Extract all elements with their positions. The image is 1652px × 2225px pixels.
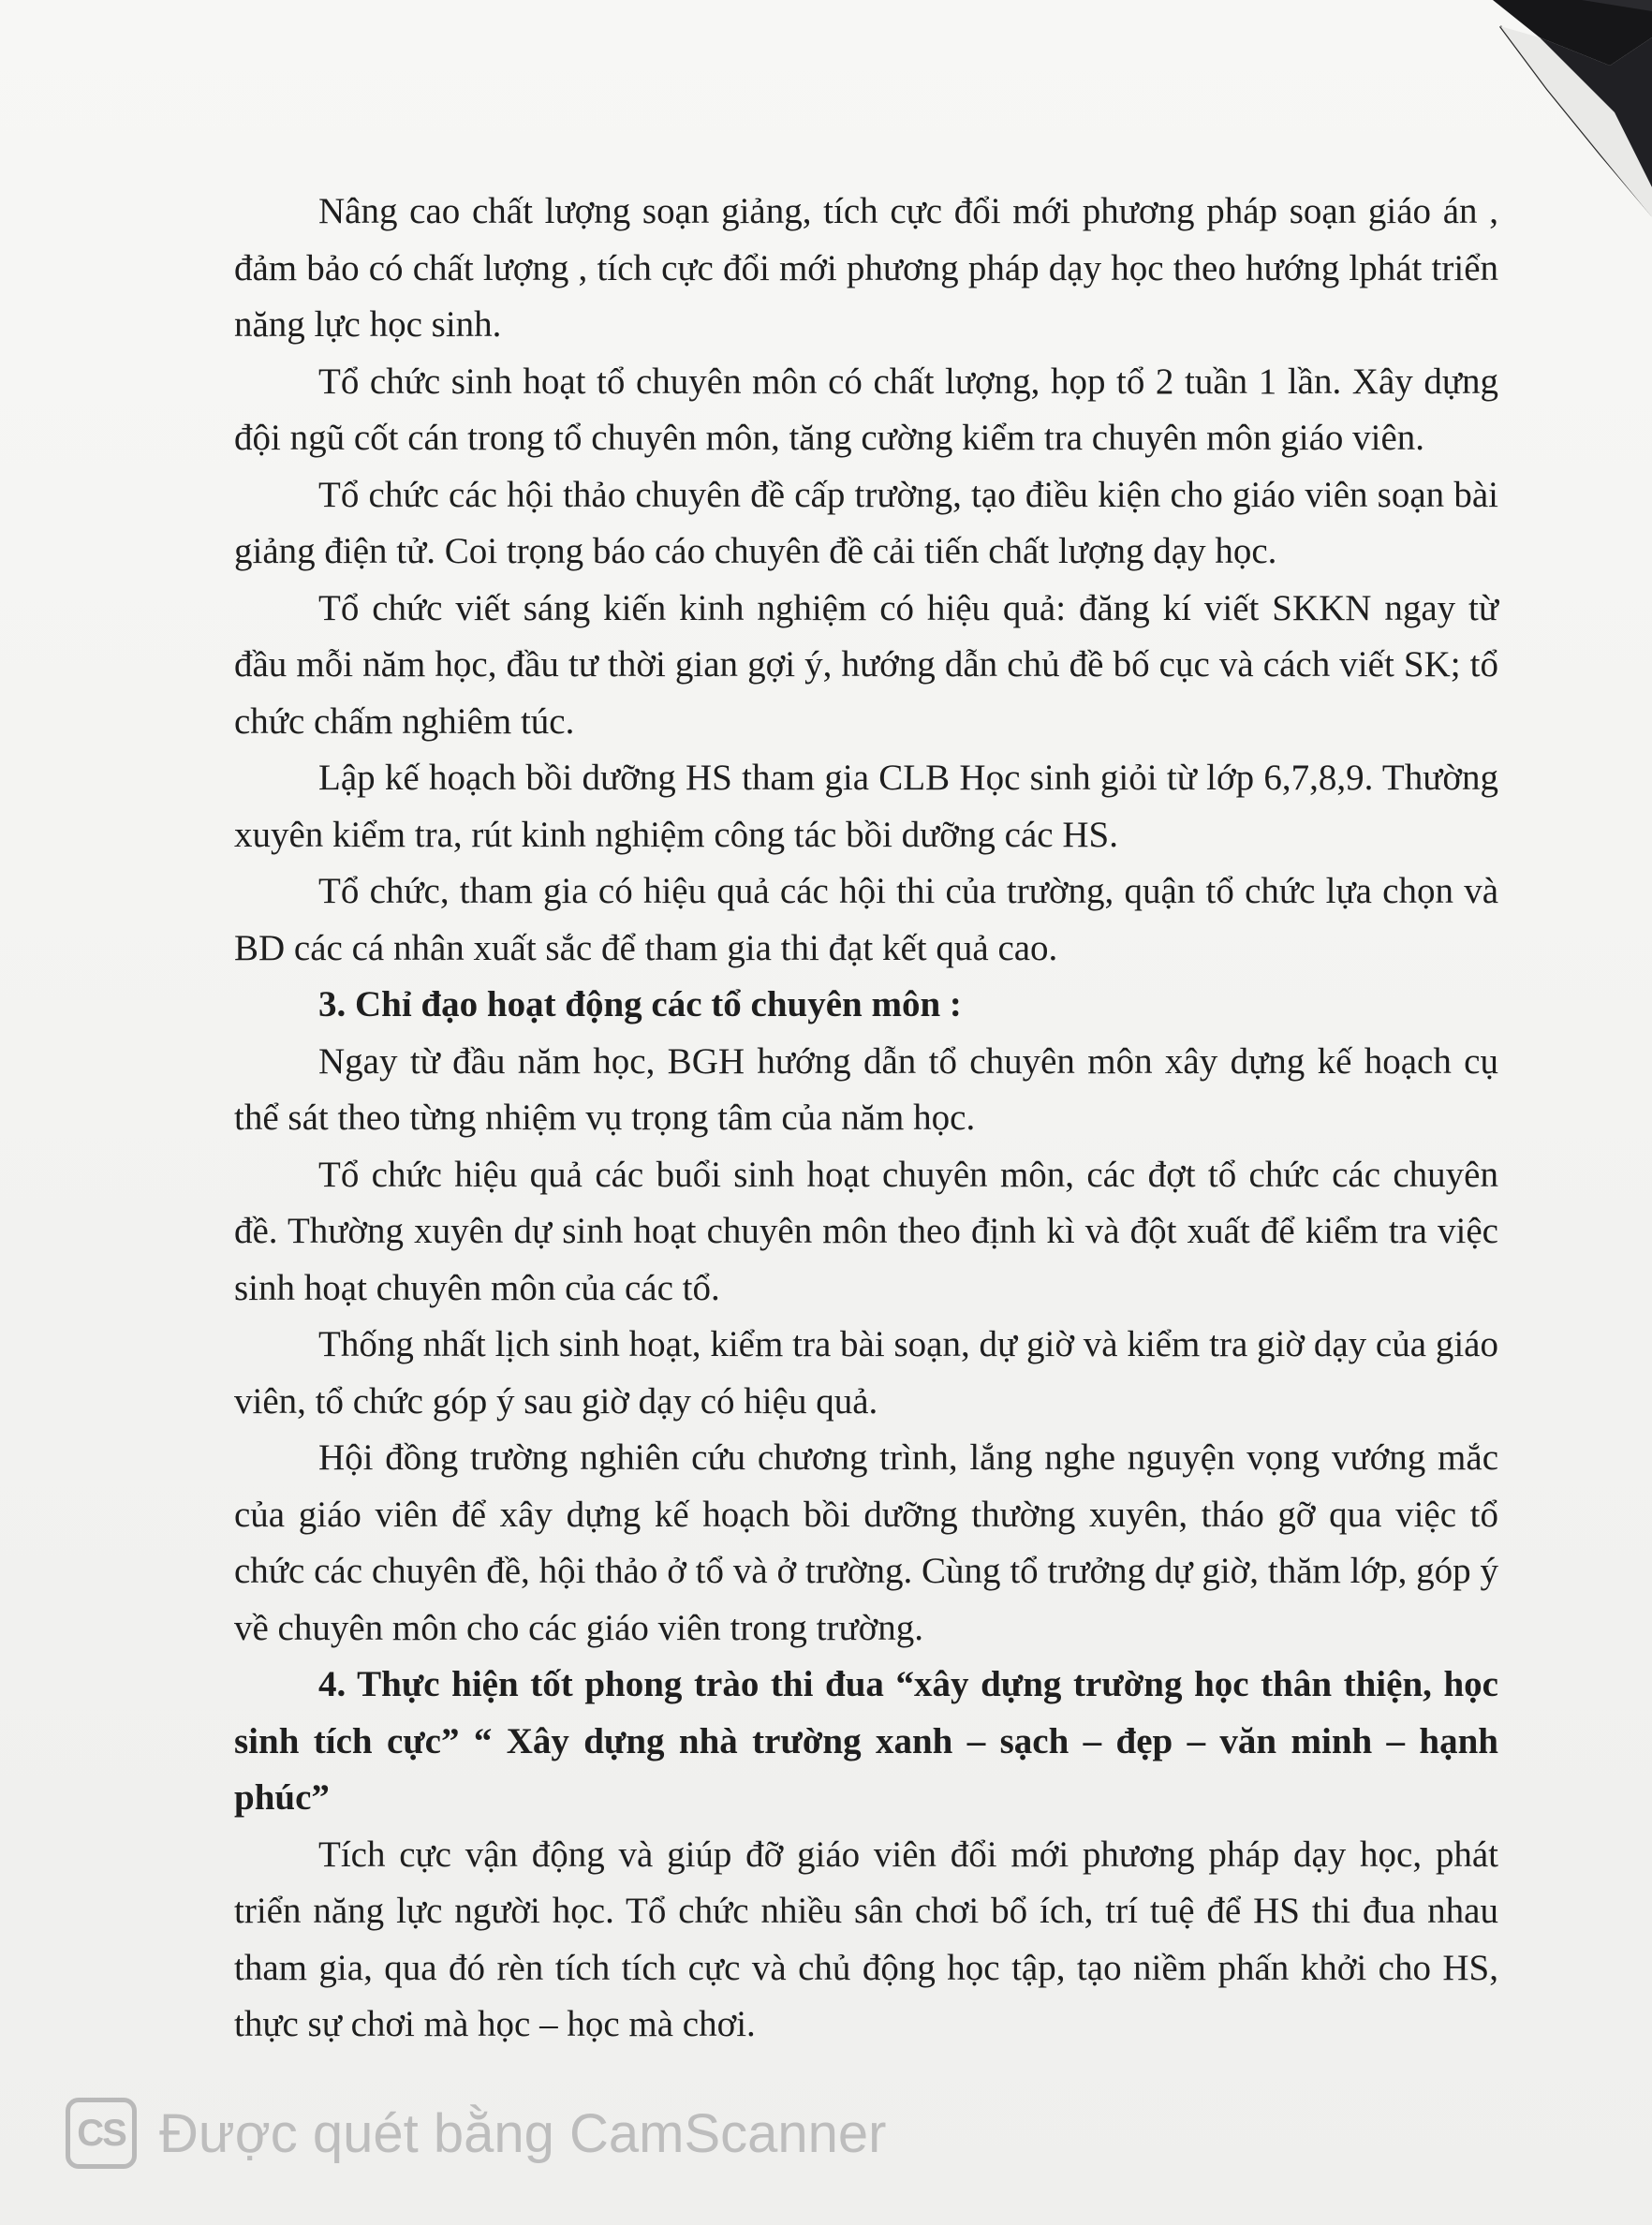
paragraph-skkn: Tổ chức viết sáng kiến kinh nghiệm có hiệu quả: đăng kí viết SKKN ngay từ đầu mỗi năm học, đầu tư thời gian gợi ý, hướng dẫn chủ đề bố cục và cách viết SK; tổ chức chấm nghiêm túc. <box>234 587 1498 742</box>
paragraph-teaching-quality: Nâng cao chất lượng soạn giảng, tích cực đổi mới phương pháp soạn giáo án , đảm bảo có chất lượng , tích cực đổi mới phương pháp dạy học theo hướng lphát triển năng lực học sinh. <box>234 191 1498 345</box>
paragraph-plan-guidance: Ngay từ đầu năm học, BGH hướng dẫn tổ chuyên môn xây dựng kế hoạch cụ thể sát theo từng nhiệm vụ trọng tâm của năm học. <box>234 1040 1498 1138</box>
section-heading-4: 4. Thực hiện tốt phong trào thi đua “xây dựng trường học thân thiện, học sinh tích cực” “ Xây dựng nhà trường xanh – sạch – đẹp – văn minh – hạnh phúc” <box>234 1664 1498 1818</box>
paragraph-student-activities: Tích cực vận động và giúp đỡ giáo viên đổi mới phương pháp dạy học, phát triển năng lực người học. Tổ chức nhiều sân chơi bổ ích, trí tuệ để HS thi đua nhau tham gia, qua đó rèn tích tích cực và chủ động học tập, tạo niềm phấn khởi cho HS, thực sự chơi mà học – học mà chơi. <box>234 1834 1498 2044</box>
paragraph-professional-groups: Tổ chức sinh hoạt tổ chuyên môn có chất lượng, họp tổ 2 tuần 1 lần. Xây dựng đội ngũ cốt cán trong tổ chuyên môn, tăng cường kiểm tra chuyên môn giáo viên. <box>234 361 1498 458</box>
paragraph-schedule: Thống nhất lịch sinh hoạt, kiểm tra bài soạn, dự giờ và kiểm tra giờ dạy của giáo viên, tổ chức góp ý sau giờ dạy có hiệu quả. <box>234 1324 1498 1422</box>
paragraph-competitions: Tổ chức, tham gia có hiệu quả các hội thi của trường, quận tổ chức lựa chọn và BD các cá nhân xuất sắc để tham gia thi đạt kết quả cao. <box>234 871 1498 968</box>
paragraph-workshops: Tổ chức các hội thảo chuyên đề cấp trường, tạo điều kiện cho giáo viên soạn bài giảng điện tử. Coi trọng báo cáo chuyên đề cải tiến chất lượng dạy học. <box>234 474 1498 571</box>
paragraph-group-activities: Tổ chức hiệu quả các buổi sinh hoạt chuyên môn, các đợt tổ chức các chuyên đề. Thường xuyên dự sinh hoạt chuyên môn theo định kì và đột xuất để kiểm tra việc sinh hoạt chuyên môn của các tổ. <box>234 1154 1498 1308</box>
document-body <box>234 184 1498 2054</box>
paragraph-school-council: Hội đồng trường nghiên cứu chương trình, lắng nghe nguyện vọng vướng mắc của giáo viên để xây dựng kế hoạch bồi dưỡng thường xuyên, tháo gỡ qua việc tổ chức các chuyên đề, hội thảo ở tổ và ở trường. Cùng tổ trưởng dự giờ, thăm lớp, góp ý về chuyên môn cho các giáo viên trong trường. <box>234 1437 1498 1648</box>
camscanner-logo-icon: CS <box>66 2098 137 2169</box>
paragraph-gifted-students: Lập kế hoạch bồi dưỡng HS tham gia CLB Học sinh giỏi từ lớp 6,7,8,9. Thường xuyên kiểm tra, rút kinh nghiệm công tác bồi dưỡng các HS. <box>234 758 1498 855</box>
camscanner-watermark-text: Được quét bằng CamScanner <box>159 2102 887 2164</box>
camscanner-watermark <box>66 2096 887 2171</box>
section-heading-3: 3. Chỉ đạo hoạt động các tổ chuyên môn : <box>318 984 962 1024</box>
